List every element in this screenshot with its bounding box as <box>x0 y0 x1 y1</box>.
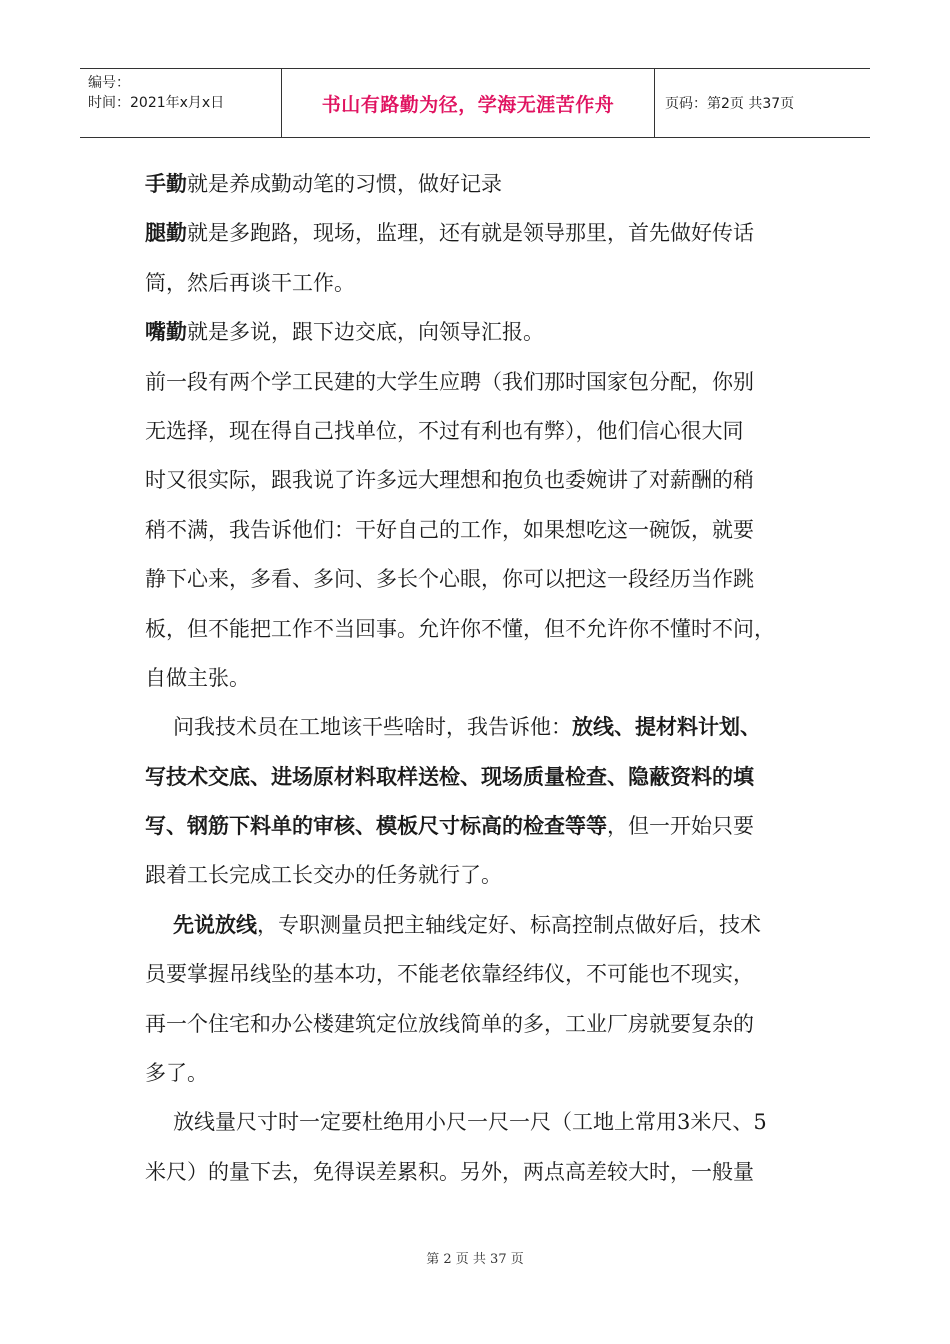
text-run: ，但一开始只要 <box>607 814 754 839</box>
paragraph-line: 再一个住宅和办公楼建筑定位放线简单的多，工业厂房就要复杂的 <box>145 1011 754 1036</box>
document-header <box>80 68 870 138</box>
paragraph-line: 稍不满，我告诉他们：干好自己的工作，如果想吃这一碗饭，就要 <box>145 517 754 542</box>
paragraph-line: 放线量尺寸时一定要杜绝用小尺一尺一尺（工地上常用3米尺、5 <box>173 1110 767 1135</box>
paragraph-line: 跟着工长完成工长交办的任务就行了。 <box>145 863 502 888</box>
bold-term: 手勤 <box>145 172 187 196</box>
text-run: 就是多跑路，现场，监理，还有就是领导那里，首先做好传话 <box>187 221 754 246</box>
text-run: 问我技术员在工地该干些啥时，我告诉他： <box>173 715 572 740</box>
header-meta-cell <box>80 69 282 137</box>
doc-date-label: 时间：2021年x月x日 <box>88 95 225 111</box>
paragraph-line <box>145 703 810 752</box>
paragraph-line: 前一段有两个学工民建的大学生应聘（我们那时国家包分配，你别 <box>145 369 754 394</box>
paragraph-line <box>145 901 810 950</box>
doc-number-label: 编号： <box>88 75 130 91</box>
paragraph-line: 无选择，现在得自己找单位，不过有利也有弊），他们信心很大同 <box>145 418 744 443</box>
paragraph-line: 板，但不能把工作不当回事。允许你不懂，但不允许你不懂时不问， <box>145 616 775 641</box>
paragraph-line: 静下心来，多看、多问、多长个心眼，你可以把这一段经历当作跳 <box>145 567 754 592</box>
paragraph-line: 自做主张。 <box>145 665 250 690</box>
bold-term: 写技术交底、进场原材料取样送检、现场质量检查、隐蔽资料的填 <box>145 764 754 789</box>
paragraph-line: 多了。 <box>145 1061 208 1086</box>
paragraph-line: 员要掌握吊线坠的基本功，不能老依靠经纬仪，不可能也不现实， <box>145 962 754 987</box>
bold-term: 先说放线 <box>173 912 257 937</box>
paragraph-line <box>145 308 810 357</box>
text-run: 就是养成勤动笔的习惯，做好记录 <box>187 172 502 196</box>
paragraph-line <box>145 160 810 209</box>
header-page-info: 页码：第2页 共37页 <box>665 96 795 112</box>
document-body <box>145 160 810 1197</box>
paragraph-line: 米尺）的量下去，免得误差累积。另外，两点高差较大时，一般量 <box>145 1159 754 1184</box>
text-run: ，专职测量员把主轴线定好、标高控制点做好后，技术 <box>257 912 761 937</box>
text-run: 就是多说，跟下边交底，向领导汇报。 <box>187 320 544 345</box>
paragraph-line: 筒，然后再谈干工作。 <box>145 270 355 295</box>
paragraph-line <box>145 802 810 851</box>
paragraph-line: 时又很实际，跟我说了许多远大理想和抱负也委婉讲了对薪酬的稍 <box>145 468 754 493</box>
bold-term: 放线、提材料计划、 <box>572 715 761 740</box>
paragraph-line <box>145 209 810 258</box>
bold-term: 腿勤 <box>145 221 187 246</box>
page-footer: 第 2 页 共 37 页 <box>426 1252 524 1267</box>
header-motto: 书山有路勤为径，学海无涯苦作舟 <box>282 69 655 137</box>
bold-term: 嘴勤 <box>145 320 187 345</box>
bold-term: 写、钢筋下料单的审核、模板尺寸标高的检查等等 <box>145 814 607 839</box>
paragraph-line <box>145 753 810 802</box>
